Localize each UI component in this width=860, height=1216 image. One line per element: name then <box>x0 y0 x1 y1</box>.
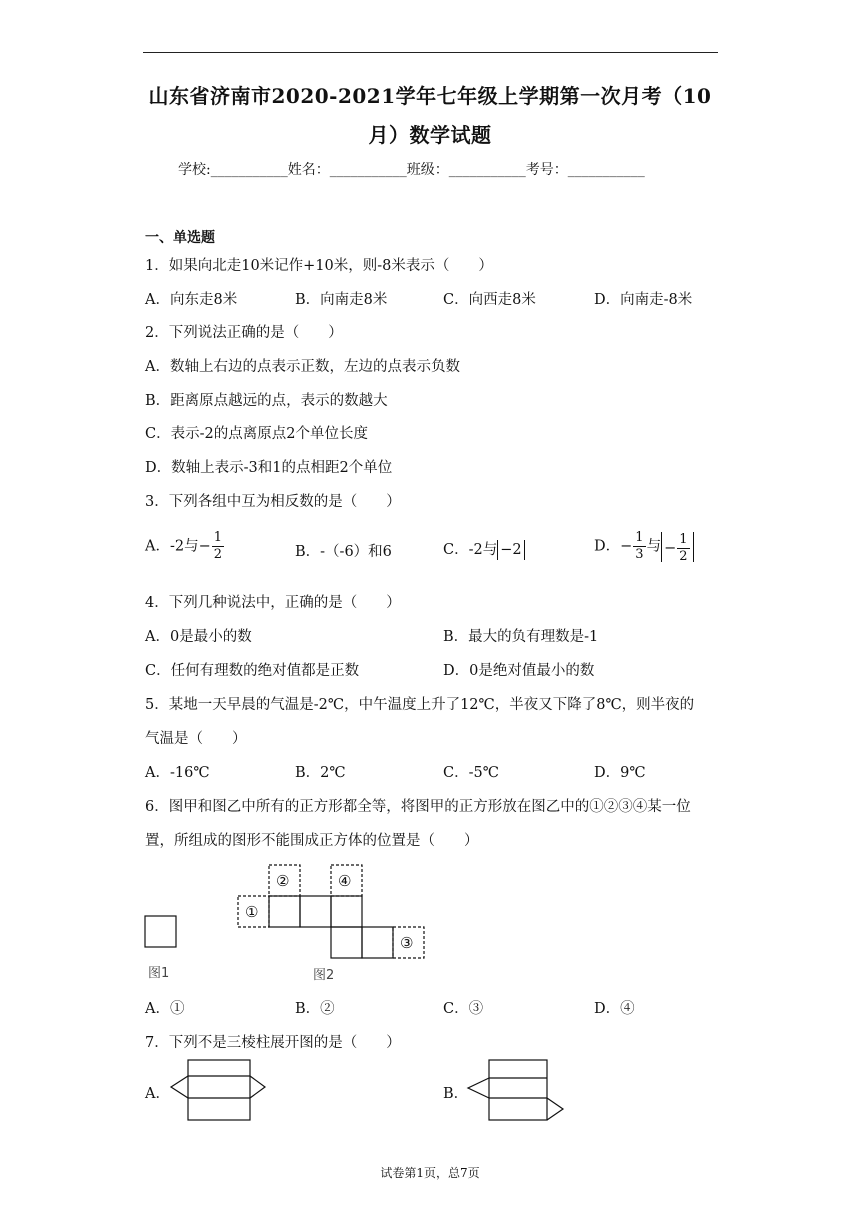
question-6-figure <box>140 858 440 986</box>
fig1-square <box>145 916 176 947</box>
fraction-numerator: 1 <box>635 530 644 545</box>
page-footer: 试卷第1页，总7页 <box>380 1166 480 1180</box>
fig2-square <box>331 927 362 958</box>
net-a-left-triangle <box>171 1076 188 1098</box>
question-4-option-d: D．0是绝对值最小的数 <box>443 663 595 679</box>
question-7-net-a <box>168 1058 268 1122</box>
page-title-line2: 月）数学试题 <box>368 123 492 147</box>
question-3-option-c <box>443 538 525 560</box>
fraction <box>677 532 689 565</box>
fraction-denominator: 3 <box>635 547 644 562</box>
question-5-option-a: A．-16℃ <box>145 765 210 781</box>
net-b-rectangle <box>489 1060 547 1120</box>
question-7-option-b: B． <box>443 1086 469 1102</box>
position-2-marker: ② <box>276 872 290 890</box>
net-a-rectangle <box>188 1060 250 1120</box>
question-3-option-a <box>145 530 225 563</box>
question-7-option-a: A． <box>145 1086 170 1102</box>
fig2-square <box>362 927 393 958</box>
fig1-label: 图1 <box>148 966 170 981</box>
question-4-option-a: A．0是最小的数 <box>145 629 252 645</box>
fig2-square <box>331 896 362 927</box>
question-4-option-c: C．任何有理数的绝对值都是正数 <box>145 663 360 679</box>
question-5-option-b: B．2℃ <box>295 765 346 781</box>
question-6-option-c: C．③ <box>443 1001 484 1017</box>
question-6-stem-line2: 置，所组成的图形不能围成正方体的位置是（ ） <box>145 833 479 849</box>
question-4-stem: 4．下列几种说法中，正确的是（ ） <box>145 595 401 611</box>
question-6-stem-line1: 6．图甲和图乙中所有的正方形都全等，将图甲的正方形放在图乙中的①②③④某一位 <box>145 799 691 815</box>
question-1-stem: 1．如果向北走10米记作+10米，则-8米表示（ ） <box>145 258 493 274</box>
fig2-square <box>300 896 331 927</box>
option-a-text: A．-2与 <box>145 538 199 555</box>
fraction-numerator: 1 <box>213 530 223 545</box>
net-b-right-triangle <box>547 1098 563 1120</box>
question-1-option-c: C．向西走8米 <box>443 292 536 308</box>
question-2-option-b: B．距离原点越远的点，表示的数越大 <box>145 393 388 409</box>
question-5-option-c: C．-5℃ <box>443 765 499 781</box>
fraction-numerator: 1 <box>679 531 688 547</box>
question-5-stem-line1: 5．某地一天早晨的气温是-2℃，中午温度上升了12℃，半夜又下降了8℃，则半夜的 <box>145 697 695 713</box>
option-d-label: D． <box>594 538 621 555</box>
question-5-option-d: D．9℃ <box>594 765 646 781</box>
position-4-marker: ④ <box>338 872 352 890</box>
position-1-marker: ① <box>245 903 259 921</box>
question-7-net-b <box>463 1058 568 1122</box>
question-1-option-a: A．向东走8米 <box>145 292 238 308</box>
minus-sign: − <box>664 540 677 556</box>
question-6-option-d: D．④ <box>594 1001 635 1017</box>
question-2-stem: 2．下列说法正确的是（ ） <box>145 325 343 341</box>
absolute-value: −2 <box>497 540 524 560</box>
question-2-option-c: C．表示-2的点离原点2个单位长度 <box>145 426 368 442</box>
question-5-stem-line2: 气温是（ ） <box>145 731 247 747</box>
question-6-option-a: A．① <box>145 1001 185 1017</box>
absolute-value <box>661 532 693 562</box>
net-b-left-triangle <box>468 1078 489 1098</box>
question-2-option-a: A．数轴上右边的点表示正数，左边的点表示负数 <box>145 359 460 375</box>
option-c-text: C．-2与 <box>443 542 498 558</box>
minus-sign: − <box>620 538 633 555</box>
question-6-option-b: B．② <box>295 1001 335 1017</box>
fraction-denominator: 2 <box>679 548 688 564</box>
question-3-option-d <box>594 530 694 563</box>
fraction <box>212 530 224 563</box>
net-a-right-triangle <box>250 1076 265 1098</box>
page-title-line1: 山东省济南市2020-2021学年七年级上学期第一次月考（10 <box>148 84 712 108</box>
question-1-option-b: B．向南走8米 <box>295 292 388 308</box>
position-3-marker: ③ <box>400 934 414 952</box>
question-7-stem: 7．下列不是三棱柱展开图的是（ ） <box>145 1035 401 1051</box>
fraction <box>633 530 645 563</box>
question-3-stem: 3．下列各组中互为相反数的是（ ） <box>145 494 401 510</box>
student-info-line: 学校:___________姓名：___________班级：___________考号：___________ <box>178 162 645 178</box>
connector-word: 与 <box>646 538 662 555</box>
question-3-option-b: B．-（-6）和6 <box>295 544 392 560</box>
question-2-option-d: D．数轴上表示-3和1的点相距2个单位 <box>145 460 393 476</box>
question-1-option-d: D．向南走-8米 <box>594 292 693 308</box>
fig2-label: 图2 <box>313 968 335 983</box>
question-4-option-b: B．最大的负有理数是-1 <box>443 629 599 645</box>
fraction-denominator: 2 <box>213 547 223 562</box>
header-rule <box>143 52 718 53</box>
section-heading: 一、单选题 <box>145 230 215 246</box>
fig2-square <box>269 896 300 927</box>
minus-sign: − <box>198 538 211 555</box>
